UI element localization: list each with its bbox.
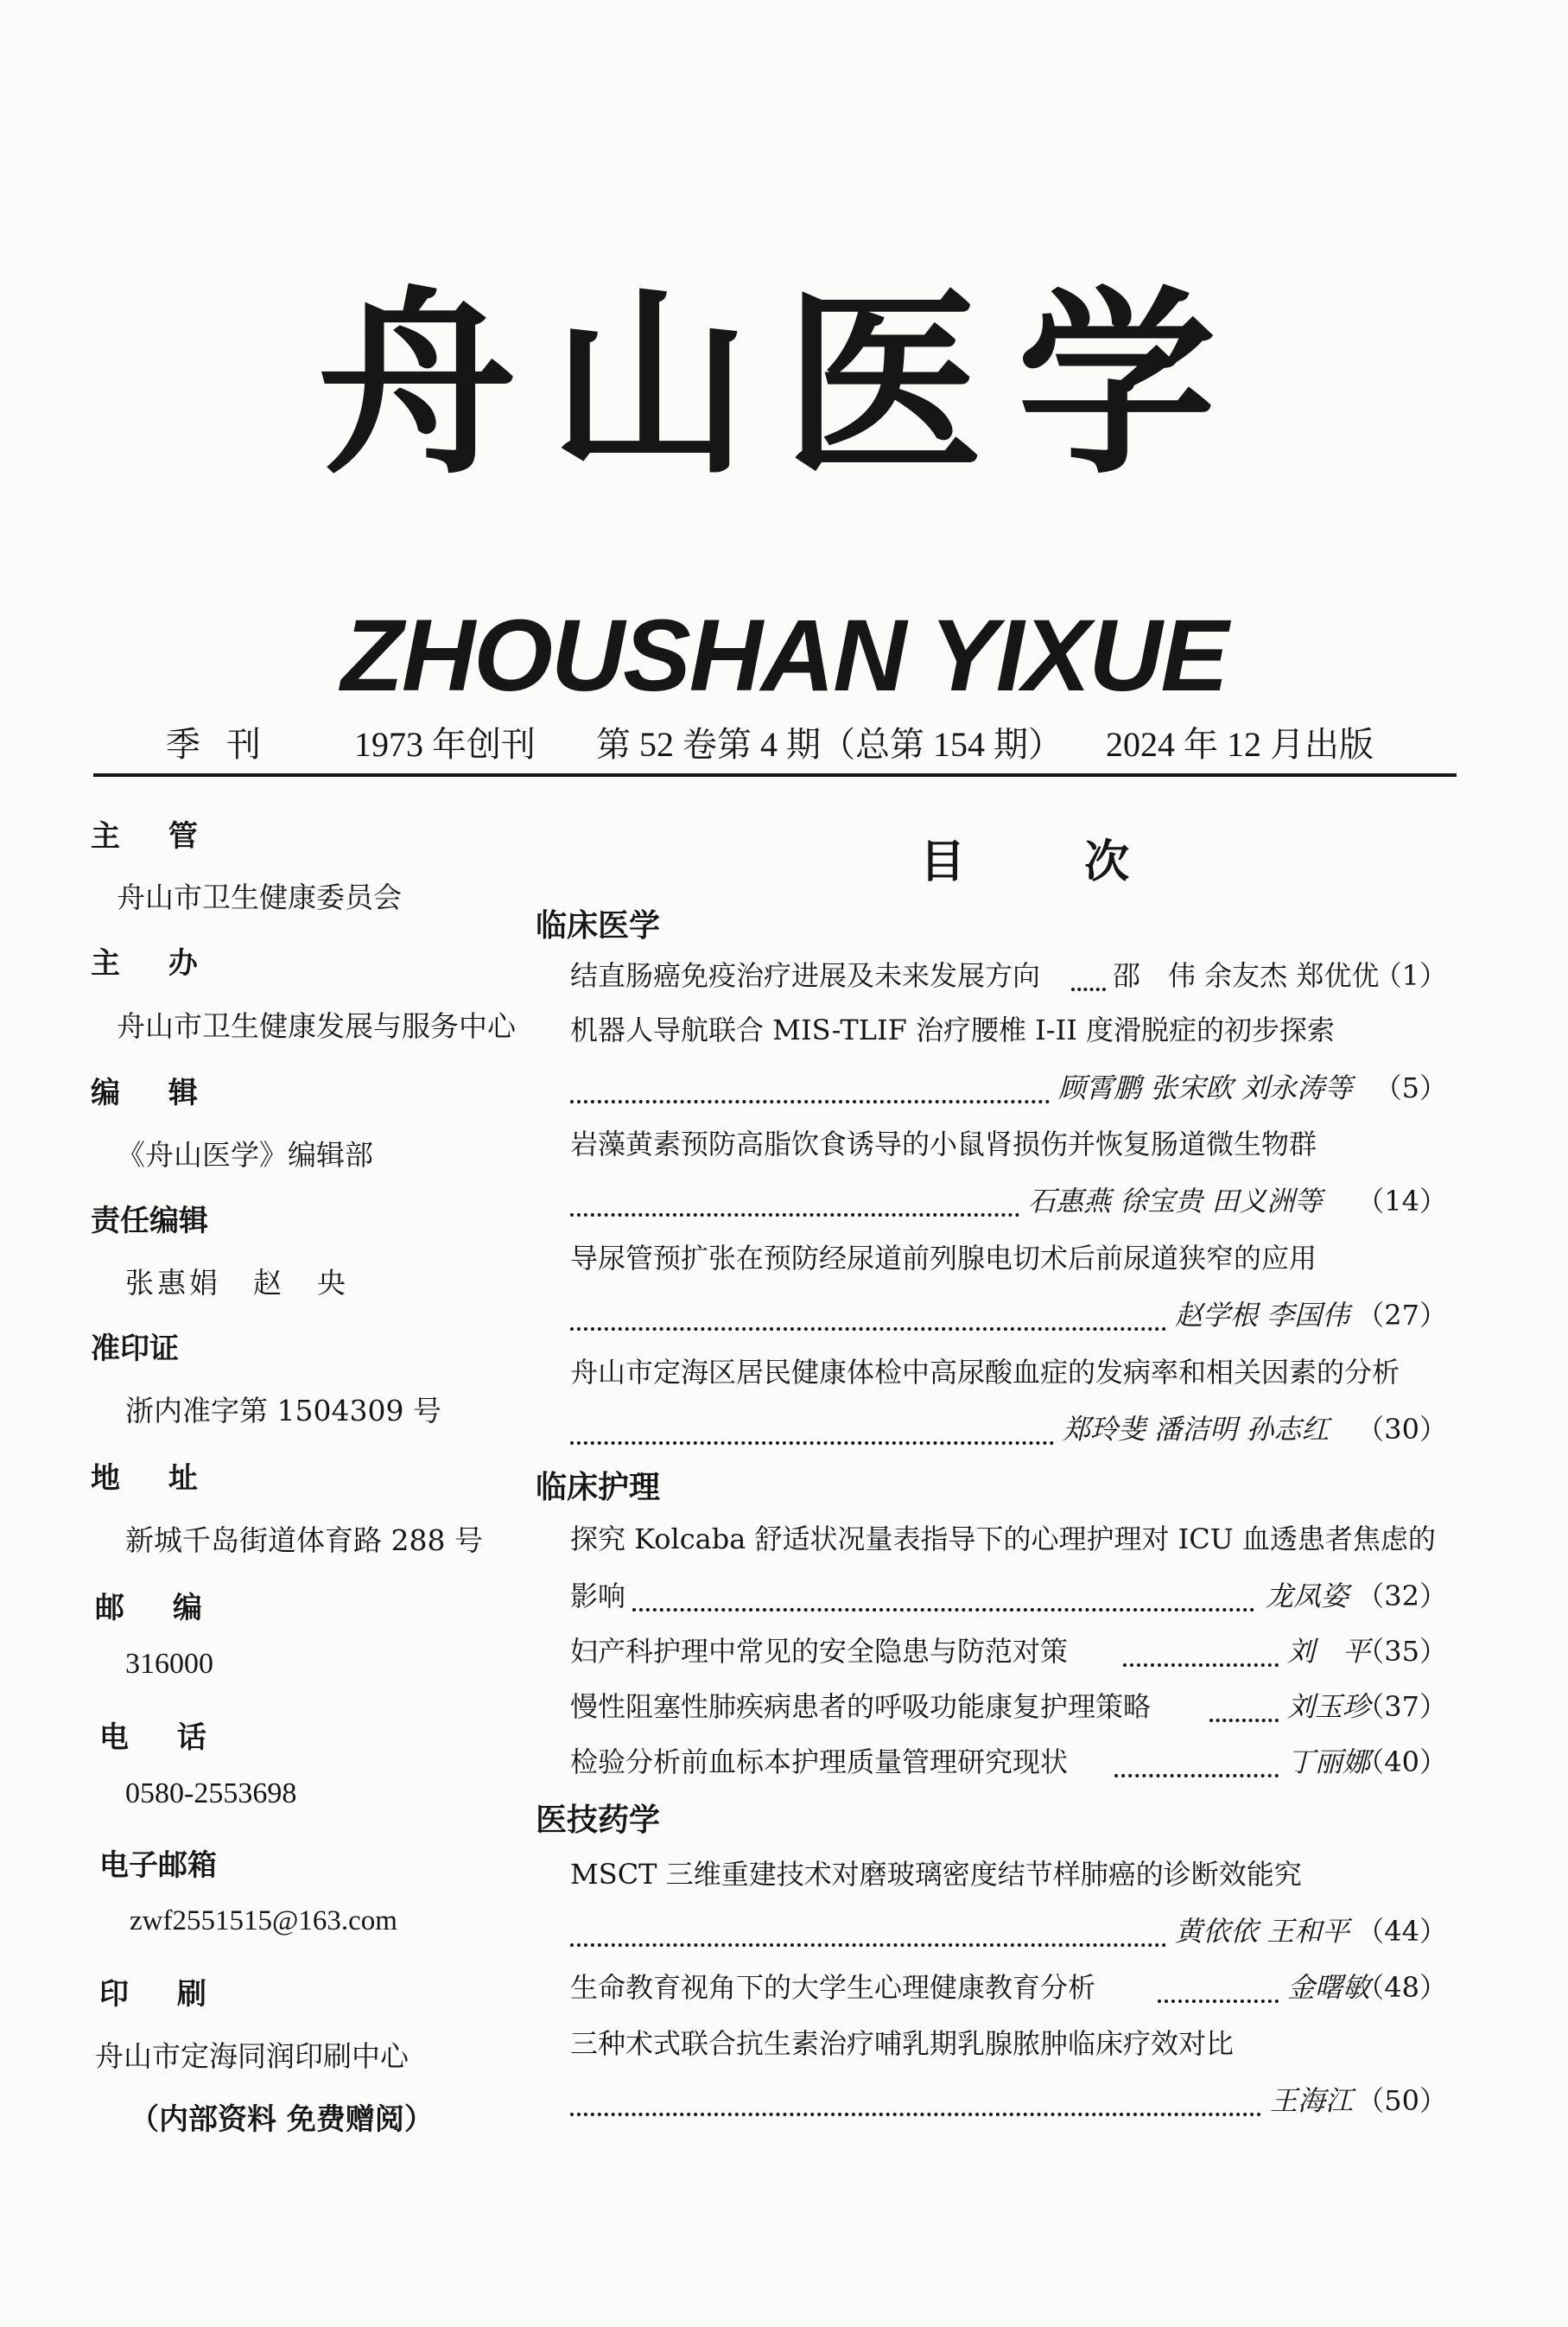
section-clinical-medicine: 临床医学 — [536, 908, 661, 944]
label-editor: 编 辑 — [91, 1076, 217, 1110]
toc-entry-title: 生命教育视角下的大学生心理健康教育分析 — [570, 1971, 1096, 2004]
value-supervisor: 舟山市卫生健康委员会 — [117, 881, 402, 914]
toc-entry-page: （30） — [1356, 1413, 1447, 1446]
value-phone: 0580-2553698 — [125, 1777, 297, 1809]
toc-entry-title: 检验分析前血标本护理质量管理研究现状 — [570, 1745, 1069, 1778]
toc-entry-authors: 黄依依 王和平 — [1175, 1915, 1350, 1948]
value-permit: 浙内准字第 1504309 号 — [125, 1394, 441, 1427]
toc-entry-title: 三种术式联合抗生素治疗哺乳期乳腺脓肿临床疗效对比 — [570, 2027, 1235, 2060]
toc-entry — [570, 1686, 1447, 1727]
label-postcode: 邮 编 — [95, 1591, 221, 1625]
toc-entry-continued — [570, 2080, 1447, 2121]
journal-title: 舟山医学 — [317, 268, 1251, 501]
toc-entry-page: （35） — [1356, 1635, 1447, 1668]
toc-entry-title: 结直肠癌免疫治疗进展及未来发展方向 — [570, 959, 1041, 992]
toc-entry — [570, 955, 1447, 996]
toc-entry-title: MSCT 三维重建技术对磨玻璃密度结节样肺癌的诊断效能究 — [570, 1858, 1302, 1891]
toc-entry-authors: 赵学根 李国伟 — [1175, 1299, 1350, 1332]
toc-entry — [570, 1009, 1447, 1051]
toc-leader — [570, 1408, 1054, 1445]
label-sponsor: 主 办 — [91, 946, 217, 981]
toc-leader — [570, 1911, 1166, 1947]
toc-leader — [1158, 1967, 1279, 2003]
toc-entry — [570, 2023, 1447, 2064]
issue-volume: 第 52 卷第 4 期（总第 154 期） — [596, 725, 1063, 764]
toc-entry-authors: 龙凤姿 — [1266, 1580, 1349, 1612]
issue-frequency: 季 刊 — [166, 725, 270, 764]
toc-entry-title: 机器人导航联合 MIS-TLIF 治疗腰椎 I-II 度滑脱症的初步探索 — [570, 1014, 1336, 1046]
toc-entry-title: 慢性阻塞性肺疾病患者的呼吸功能康复护理策略 — [570, 1690, 1152, 1723]
value-address: 新城千岛街道体育路 288 号 — [125, 1523, 483, 1557]
toc-entry-authors: 金曙敏 — [1287, 1971, 1371, 2004]
value-sponsor: 舟山市卫生健康发展与服务中心 — [117, 1009, 516, 1043]
toc-entry-continued — [570, 1067, 1447, 1109]
toc-leader — [632, 1575, 1254, 1612]
toc-entry — [570, 1123, 1447, 1165]
journal-subtitle: ZHOUSHAN YIXUE — [340, 599, 1228, 713]
toc-entry-continued — [570, 1911, 1447, 1952]
toc-leader — [570, 1180, 1019, 1217]
toc-leader — [1071, 955, 1106, 991]
toc-entry-authors: 石惠燕 徐宝贵 田义洲等 — [1028, 1185, 1323, 1218]
toc-entry — [570, 1237, 1447, 1279]
toc-leader — [1114, 1741, 1279, 1777]
toc-entry — [570, 1518, 1447, 1560]
value-editor: 《舟山医学》编辑部 — [117, 1138, 373, 1172]
toc-entry-continued — [570, 1294, 1447, 1336]
toc-leader — [570, 1067, 1050, 1103]
toc-entry-page: （37） — [1356, 1690, 1447, 1723]
toc-entry-authors: 郑玲斐 潘洁明 孙志红 — [1063, 1413, 1330, 1446]
toc-entry-page: （40） — [1356, 1745, 1447, 1778]
toc-entry-page: （32） — [1356, 1580, 1447, 1612]
section-medical-technology: 医技药学 — [536, 1802, 661, 1838]
toc-entry-title-continued: 影响 — [570, 1580, 626, 1612]
toc-entry-authors: 王海江 — [1270, 2084, 1354, 2117]
toc-entry-continued — [570, 1408, 1447, 1450]
toc-entry-page: （27） — [1356, 1299, 1447, 1332]
toc-entry-authors: 刘 平 — [1287, 1635, 1371, 1668]
label-managing-editor: 责任编辑 — [91, 1204, 208, 1238]
label-supervisor: 主 管 — [91, 819, 217, 854]
toc-leader — [570, 2080, 1261, 2116]
toc-entry-authors: 邵 伟 余友杰 郑优优 — [1113, 959, 1380, 992]
toc-entry-authors: 顾霄鹏 张宋欧 刘永涛等 — [1058, 1071, 1353, 1104]
toc-heading: 目 次 — [920, 836, 1182, 888]
value-email: zwf2551515@163.com — [130, 1905, 397, 1936]
toc-entry-continued — [570, 1575, 1447, 1617]
value-postcode: 316000 — [125, 1648, 213, 1680]
section-clinical-nursing: 临床护理 — [536, 1470, 661, 1505]
toc-entry-continued — [570, 1180, 1447, 1222]
toc-entry — [570, 1853, 1447, 1895]
toc-entry-page: （14） — [1356, 1185, 1447, 1218]
issue-founded: 1973 年创刊 — [354, 725, 536, 764]
toc-entry-page: （5） — [1374, 1071, 1447, 1104]
toc-entry-title: 导尿管预扩张在预防经尿道前列腺电切术后前尿道狭窄的应用 — [570, 1242, 1317, 1275]
toc-entry-page: （44） — [1356, 1915, 1447, 1948]
toc-entry-authors: 刘玉珍 — [1287, 1690, 1371, 1723]
toc-entry-title: 妇产科护理中常见的安全隐患与防范对策 — [570, 1635, 1069, 1668]
label-address: 地 址 — [91, 1461, 217, 1496]
header-rule — [93, 773, 1457, 777]
issue-published: 2024 年 12 月出版 — [1106, 725, 1374, 764]
toc-entry — [570, 1351, 1447, 1393]
value-managing-editor: 张惠娟 赵 央 — [125, 1266, 349, 1300]
distribution-note: （内部资料 免费赠阅） — [130, 2102, 434, 2137]
value-printer: 舟山市定海同润印刷中心 — [95, 2039, 409, 2073]
toc-entry-page: （1） — [1374, 959, 1447, 992]
toc-leader — [1123, 1631, 1279, 1667]
toc-leader — [570, 1294, 1166, 1331]
toc-entry-title: 探究 Kolcaba 舒适状况量表指导下的心理护理对 ICU 血透患者焦虑的 — [570, 1523, 1436, 1555]
label-email: 电子邮箱 — [99, 1848, 217, 1883]
toc-entry — [570, 1741, 1447, 1783]
toc-leader — [1209, 1686, 1279, 1722]
toc-entry-authors: 丁丽娜 — [1287, 1745, 1371, 1778]
toc-entry-title: 舟山市定海区居民健康体检中高尿酸血症的发病率和相关因素的分析 — [570, 1356, 1400, 1389]
label-printer: 印 刷 — [99, 1977, 225, 2012]
toc-entry-page: （50） — [1356, 2084, 1447, 2117]
label-permit: 准印证 — [91, 1332, 179, 1366]
toc-entry — [570, 1631, 1447, 1672]
toc-entry-title: 岩藻黄素预防高脂饮食诱导的小鼠肾损伤并恢复肠道微生物群 — [570, 1128, 1317, 1160]
label-phone: 电 话 — [99, 1720, 225, 1755]
toc-entry — [570, 1967, 1447, 2008]
toc-entry-page: （48） — [1356, 1971, 1447, 2004]
